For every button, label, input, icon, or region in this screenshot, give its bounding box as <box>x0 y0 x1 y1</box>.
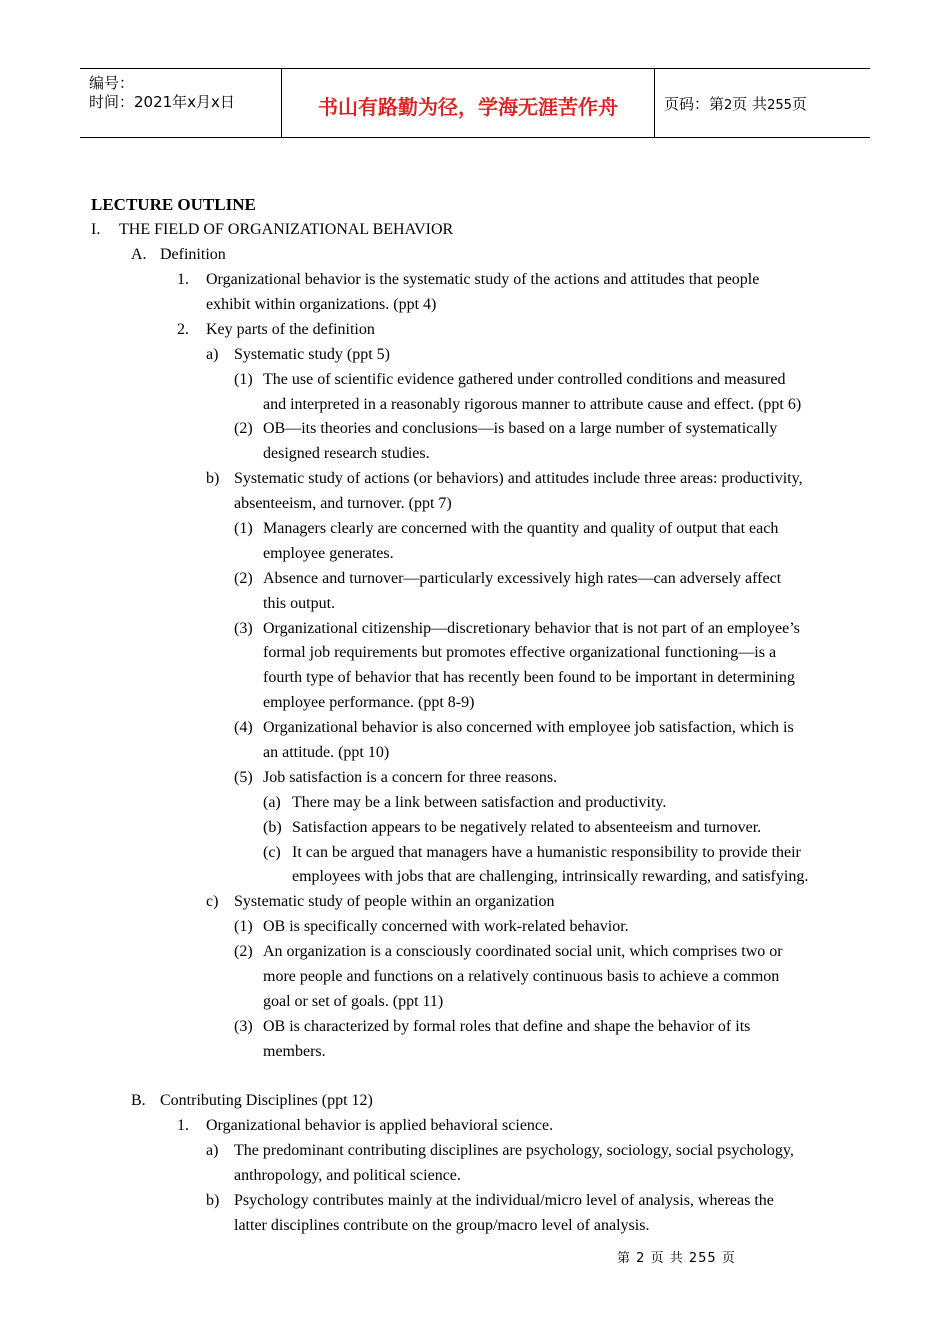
outline-marker: (3) <box>234 620 253 637</box>
outline-marker: (1) <box>234 918 253 935</box>
outline-text: exhibit within organizations. (ppt 4) <box>206 296 437 313</box>
outline-text: more people and functions on a relatively continuous basis to achieve a common <box>263 968 780 985</box>
page-footer <box>617 1247 736 1266</box>
header-page-current: 2 <box>724 98 733 113</box>
outline-text: The use of scientific evidence gathered under controlled conditions and measured <box>263 371 786 388</box>
header-middle-cell <box>281 69 655 137</box>
outline-marker: a) <box>206 346 219 363</box>
outline-text: Systematic study of actions (or behaviors) and attitudes include three areas: productivity, <box>234 470 803 487</box>
outline-text: OB is specifically concerned with work-related behavior. <box>263 918 629 935</box>
outline-text: Managers clearly are concerned with the quantity and quality of output that each <box>263 520 779 537</box>
outline-text: designed research studies. <box>263 445 430 462</box>
outline-text: latter disciplines contribute on the group/macro level of analysis. <box>234 1217 650 1234</box>
outline-text: employee performance. (ppt 8-9) <box>263 694 475 711</box>
outline-text: fourth type of behavior that has recently been found to be important in determining <box>263 669 795 686</box>
outline-text: There may be a link between satisfaction and productivity. <box>292 794 667 811</box>
header-page-total: 255 <box>767 98 792 113</box>
header-right-cell <box>655 69 870 137</box>
outline-marker: (1) <box>234 371 253 388</box>
outline-marker: 2. <box>177 321 189 338</box>
header-motto: 书山有路勤为径，学海无涯苦作舟 <box>318 95 618 119</box>
outline-marker: b) <box>206 470 220 487</box>
outline-text: formal job requirements but promotes effective organizational functioning—is a <box>263 644 777 661</box>
header-page-suffix: 页 <box>791 95 807 113</box>
outline-text: THE FIELD OF ORGANIZATIONAL BEHAVIOR <box>119 221 454 238</box>
outline-marker: (3) <box>234 1018 253 1035</box>
footer-suffix: 页 <box>721 1251 736 1266</box>
outline-marker: a) <box>206 1142 219 1159</box>
outline-text: Organizational behavior is also concerned with employee job satisfaction, which is <box>263 719 794 736</box>
outline-marker: (b) <box>263 819 282 836</box>
outline-text: OB—its theories and conclusions—is based on a large number of systematically <box>263 420 778 437</box>
footer-prefix: 第 <box>617 1251 632 1266</box>
outline-text: It can be argued that managers have a humanistic responsibility to provide their <box>292 844 801 861</box>
footer-current-page: 2 <box>636 1251 646 1266</box>
outline-marker: B. <box>131 1092 146 1109</box>
outline-text: Organizational behavior is the systematic study of the actions and attitudes that people <box>206 271 760 288</box>
outline-text: and interpreted in a reasonably rigorous manner to attribute cause and effect. (ppt 6) <box>263 396 802 413</box>
outline-text: The predominant contributing disciplines are psychology, sociology, social psychology, <box>234 1142 794 1159</box>
outline-title: LECTURE OUTLINE <box>91 195 256 214</box>
outline-text: An organization is a consciously coordinated social unit, which comprises two or <box>263 943 783 960</box>
outline-marker: c) <box>206 893 219 910</box>
outline-text: Satisfaction appears to be negatively related to absenteeism and turnover. <box>292 819 762 836</box>
outline-text: anthropology, and political science. <box>234 1167 461 1184</box>
outline-text: Organizational citizenship—discretionary behavior that is not part of an employee’s <box>263 620 800 637</box>
outline-marker: (a) <box>263 794 281 811</box>
outline-text: this output. <box>263 595 336 612</box>
outline-text: Organizational behavior is applied behavioral science. <box>206 1117 554 1134</box>
outline-text: employee generates. <box>263 545 394 562</box>
outline-marker: (1) <box>234 520 253 537</box>
outline-text: Systematic study (ppt 5) <box>234 346 390 363</box>
document-time-label: 时间：2021年x月x日 <box>89 93 235 111</box>
outline-marker: A. <box>131 246 147 263</box>
header-page-mid: 页 共 <box>732 95 768 113</box>
outline-text: employees with jobs that are challenging, intrinsically rewarding, and satisfying. <box>292 868 809 885</box>
outline-marker: (4) <box>234 719 253 736</box>
outline-text: Systematic study of people within an organization <box>234 893 555 910</box>
header-page-prefix: 页码：第 <box>664 95 725 113</box>
header-page-info <box>664 93 807 114</box>
outline-text: absenteeism, and turnover. (ppt 7) <box>234 495 452 512</box>
outline-marker: 1. <box>177 1117 189 1134</box>
outline-text: members. <box>263 1043 326 1060</box>
outline-text: goal or set of goals. (ppt 11) <box>263 993 444 1010</box>
footer-mid: 页 共 <box>650 1251 684 1266</box>
outline-text: an attitude. (ppt 10) <box>263 744 390 761</box>
outline-text: Key parts of the definition <box>206 321 375 338</box>
outline-text: Psychology contributes mainly at the individual/micro level of analysis, whereas the <box>234 1192 774 1209</box>
outline-text: OB is characterized by formal roles that define and shape the behavior of its <box>263 1018 751 1035</box>
header-left-cell <box>80 69 280 137</box>
outline-marker: (2) <box>234 943 253 960</box>
footer-total-pages: 255 <box>688 1251 717 1266</box>
outline-text: Absence and turnover—particularly excessively high rates—can adversely affect <box>263 570 782 587</box>
outline-marker: (2) <box>234 570 253 587</box>
header-table <box>80 68 870 138</box>
outline-marker: (5) <box>234 769 253 786</box>
outline-text: Contributing Disciplines (ppt 12) <box>160 1092 373 1109</box>
outline-text: Definition <box>160 246 226 263</box>
outline-marker: (2) <box>234 420 253 437</box>
outline-marker: (c) <box>263 844 281 861</box>
outline-marker: b) <box>206 1192 220 1209</box>
document-number-label: 编号： <box>89 74 135 92</box>
outline-marker: 1. <box>177 271 189 288</box>
outline-text: Job satisfaction is a concern for three reasons. <box>263 769 558 786</box>
outline-marker: I. <box>91 221 101 238</box>
